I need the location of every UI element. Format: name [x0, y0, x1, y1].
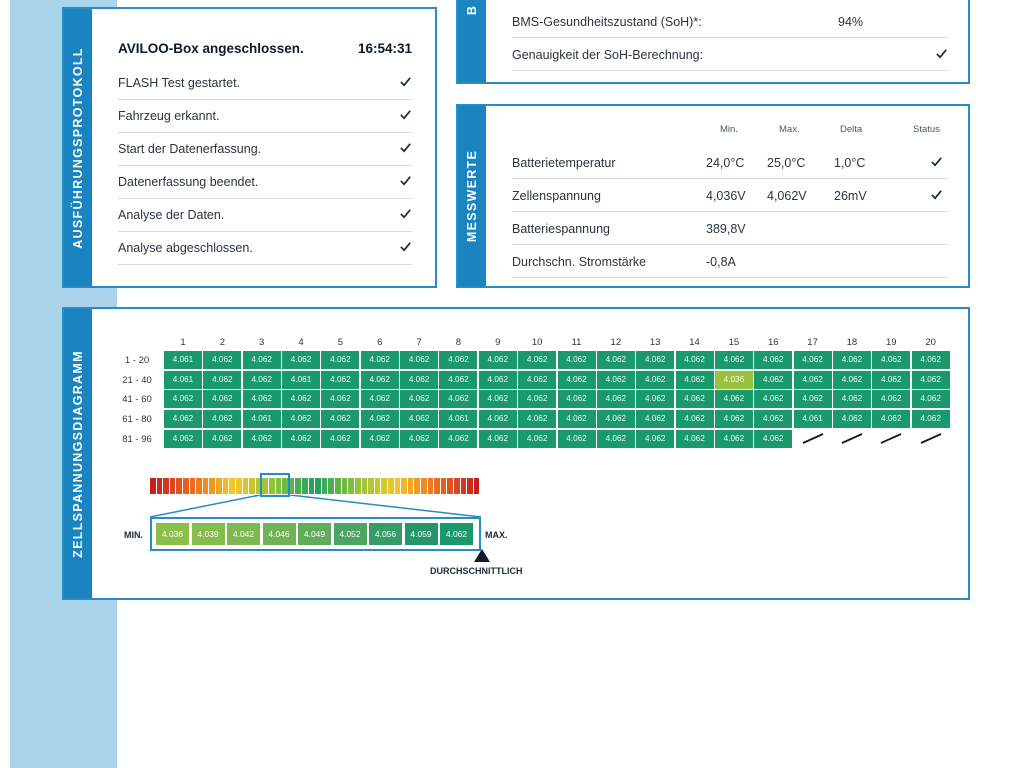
- column-header: 17: [807, 337, 818, 348]
- voltage-cell: 4.062: [282, 351, 320, 369]
- row-header: 41 - 60: [122, 394, 152, 406]
- voltage-cell: 4.062: [203, 410, 241, 428]
- voltage-cell: 4.062: [164, 390, 202, 408]
- voltage-cell: 4.062: [321, 410, 359, 428]
- scale-average-label: DURCHSCHNITTLICH: [430, 566, 523, 576]
- voltage-cell: 4.062: [676, 410, 714, 428]
- voltage-cell: 4.062: [754, 351, 792, 369]
- voltage-cell: 4.062: [872, 390, 910, 408]
- voltage-cell: 4.062: [558, 351, 596, 369]
- voltage-cell: 4.062: [872, 351, 910, 369]
- protokoll-row: [118, 199, 412, 232]
- protokoll-row: [118, 232, 412, 265]
- voltage-cell: 4.062: [282, 390, 320, 408]
- soh-panel-tab: [458, 0, 486, 82]
- row-header: 81 - 96: [122, 433, 152, 445]
- voltage-cell: 4.062: [715, 351, 753, 369]
- voltage-cell: 4.062: [400, 351, 438, 369]
- soh-label: BMS-Gesundheitszustand (SoH)*:: [512, 15, 702, 29]
- voltage-cell: 4.062: [282, 410, 320, 428]
- voltage-cell: 4.062: [794, 371, 832, 389]
- scale-value: 4.049: [298, 523, 331, 545]
- scale-max-label: MAX.: [485, 530, 508, 540]
- voltage-cell: 4.062: [597, 351, 635, 369]
- check-icon: [399, 207, 412, 223]
- protokoll-row: [118, 67, 412, 100]
- messwerte-row: [512, 146, 948, 179]
- voltage-cell: 4.062: [833, 410, 871, 428]
- voltage-cell: 4.062: [361, 430, 399, 448]
- messwerte-min: 24,0°C: [706, 156, 745, 170]
- voltage-cell: 4.062: [636, 390, 674, 408]
- voltage-cell: 4.062: [912, 410, 950, 428]
- protokoll-header-time: 16:54:31: [357, 41, 412, 56]
- voltage-cell: 4.062: [439, 430, 477, 448]
- protokoll-panel-title: AUSFÜHRUNGSPROTOKOLL: [71, 46, 85, 249]
- column-header: 12: [610, 337, 622, 348]
- voltage-cell: 4.061: [243, 410, 281, 428]
- soh-row-bms: [512, 7, 948, 38]
- voltage-cell: 4.036: [715, 371, 753, 389]
- voltage-cell: 4.062: [479, 371, 517, 389]
- protokoll-row: [118, 166, 412, 199]
- column-header: 7: [416, 337, 422, 348]
- voltage-cell: 4.062: [203, 371, 241, 389]
- soh-panel: [456, 0, 970, 84]
- voltage-cell: 4.062: [361, 351, 399, 369]
- messwerte-max: 4,062V: [767, 189, 807, 203]
- voltage-cell: 4.062: [833, 371, 871, 389]
- voltage-cell: 4.062: [400, 430, 438, 448]
- voltage-cell: 4.062: [400, 390, 438, 408]
- voltage-cell: 4.062: [203, 351, 241, 369]
- scale-value: 4.046: [263, 523, 296, 545]
- soh-panel-title: B: [465, 4, 479, 16]
- voltage-cell: 4.062: [715, 430, 753, 448]
- voltage-cell: 4.062: [636, 410, 674, 428]
- empty-cell: [794, 430, 832, 448]
- voltage-cell: 4.062: [479, 410, 517, 428]
- voltage-cell: 4.061: [282, 371, 320, 389]
- voltage-cell: 4.062: [912, 371, 950, 389]
- column-header: 6: [377, 337, 383, 348]
- voltage-cell: 4.062: [321, 430, 359, 448]
- messwerte-max: 25,0°C: [767, 156, 806, 170]
- empty-cell: [872, 430, 910, 448]
- voltage-cell: 4.062: [794, 390, 832, 408]
- messwerte-row: [512, 212, 948, 245]
- messwerte-label: Batterietemperatur: [512, 156, 616, 170]
- messwerte-column-headers: [458, 124, 968, 138]
- column-header: 20: [925, 337, 936, 348]
- messwerte-delta: 26mV: [834, 189, 867, 203]
- voltage-cell: 4.062: [518, 390, 556, 408]
- row-header: 1 - 20: [124, 355, 150, 366]
- messwerte-row: [512, 179, 948, 212]
- scale-value: 4.039: [192, 523, 225, 545]
- scale-value: 4.062: [440, 523, 473, 545]
- messwerte-min: -0,8A: [706, 255, 736, 269]
- scale-value: 4.036: [156, 523, 189, 545]
- voltage-cell: 4.062: [243, 351, 281, 369]
- voltage-cell: 4.062: [439, 371, 477, 389]
- voltage-cell: 4.062: [321, 371, 359, 389]
- voltage-cell: 4.062: [912, 351, 950, 369]
- voltage-cell: 4.062: [321, 390, 359, 408]
- protokoll-row-text: Datenerfassung beendet.: [118, 175, 259, 189]
- voltage-cell: 4.062: [676, 430, 714, 448]
- check-icon: [399, 75, 412, 91]
- zoom-connector: [150, 495, 482, 519]
- protokoll-panel-tab: [64, 9, 92, 286]
- column-header: 4: [298, 337, 304, 348]
- protokoll-list: [118, 67, 412, 265]
- voltage-cell: 4.062: [518, 351, 556, 369]
- voltage-cell: 4.062: [203, 430, 241, 448]
- header-min: Min.: [720, 124, 738, 135]
- check-icon: [930, 188, 943, 204]
- column-header: 19: [886, 337, 897, 348]
- column-header: 18: [846, 337, 858, 348]
- protokoll-header-text: AVILOO-Box angeschlossen.: [118, 41, 304, 56]
- check-icon: [399, 141, 412, 157]
- voltage-cell: 4.061: [164, 371, 202, 389]
- protokoll-row-text: Fahrzeug erkannt.: [118, 109, 220, 123]
- average-marker-icon: [474, 549, 490, 563]
- voltage-cell: 4.062: [558, 371, 596, 389]
- voltage-cell: 4.062: [754, 430, 792, 448]
- voltage-cell: 4.062: [361, 410, 399, 428]
- voltage-cell: 4.062: [833, 351, 871, 369]
- column-header: 5: [337, 337, 344, 348]
- voltage-cell: 4.062: [361, 371, 399, 389]
- protokoll-panel: [62, 7, 437, 288]
- scale-min-label: MIN.: [124, 530, 143, 540]
- voltage-cell: 4.062: [400, 371, 438, 389]
- voltage-cell: 4.062: [636, 351, 674, 369]
- soh-row-accuracy: [512, 40, 948, 71]
- empty-cell: [833, 430, 871, 448]
- voltage-cell: 4.062: [203, 390, 241, 408]
- voltage-cell: 4.062: [676, 371, 714, 389]
- voltage-cell: 4.062: [400, 410, 438, 428]
- voltage-cell: 4.062: [243, 430, 281, 448]
- messwerte-label: Zellenspannung: [512, 189, 601, 203]
- voltage-cell: 4.062: [715, 390, 753, 408]
- voltage-cell: 4.062: [912, 390, 950, 408]
- voltage-cell: 4.062: [439, 390, 477, 408]
- protokoll-row: [118, 133, 412, 166]
- voltage-cell: 4.062: [164, 410, 202, 428]
- row-header: 21 - 40: [122, 374, 152, 386]
- voltage-cell: 4.062: [872, 410, 910, 428]
- voltage-cell: 4.062: [754, 410, 792, 428]
- messwerte-delta: 1,0°C: [834, 156, 866, 170]
- voltage-cell: 4.062: [833, 390, 871, 408]
- voltage-cell: 4.062: [794, 351, 832, 369]
- voltage-cell: 4.062: [754, 390, 792, 408]
- check-icon: [399, 240, 412, 256]
- messwerte-label: Durchschn. Stromstärke: [512, 255, 647, 269]
- row-header: 61 - 80: [122, 414, 152, 426]
- voltage-cell: 4.062: [597, 390, 635, 408]
- scale-value: 4.056: [369, 523, 402, 545]
- header-status: Status: [913, 124, 940, 135]
- column-header: 10: [531, 337, 543, 348]
- voltage-cell: 4.062: [636, 371, 674, 389]
- voltage-cell: 4.062: [715, 410, 753, 428]
- protokoll-row-text: Start der Datenerfassung.: [118, 142, 262, 156]
- column-header: 13: [649, 337, 661, 348]
- voltage-cell: 4.061: [794, 410, 832, 428]
- voltage-cell: 4.062: [479, 351, 517, 369]
- voltage-cell: 4.062: [636, 430, 674, 448]
- voltage-cell: 4.062: [597, 410, 635, 428]
- scale-value: 4.052: [334, 523, 367, 545]
- column-header: 1: [180, 337, 186, 348]
- voltage-cell: 4.062: [676, 390, 714, 408]
- voltage-cell: 4.062: [518, 371, 556, 389]
- zellspannung-panel: [62, 307, 970, 600]
- voltage-cell: 4.062: [518, 410, 556, 428]
- empty-cell: [912, 430, 950, 448]
- voltage-cell: 4.062: [872, 371, 910, 389]
- voltage-cell: 4.062: [558, 430, 596, 448]
- zoomed-scale: [150, 517, 481, 551]
- column-header: 16: [767, 337, 779, 348]
- zellspannung-panel-tab: [64, 309, 92, 598]
- voltage-cell: 4.062: [439, 351, 477, 369]
- soh-value: 94%: [838, 15, 864, 29]
- column-header: 3: [259, 337, 265, 348]
- voltage-cell: 4.062: [558, 410, 596, 428]
- protokoll-row-text: Analyse abgeschlossen.: [118, 241, 253, 255]
- voltage-cell: 4.061: [439, 410, 477, 428]
- voltage-cell: 4.062: [479, 390, 517, 408]
- voltage-cell: 4.062: [282, 430, 320, 448]
- messwerte-row: [512, 245, 948, 278]
- scale-value: 4.042: [227, 523, 260, 545]
- column-header: 11: [571, 337, 582, 348]
- voltage-cell: 4.062: [164, 430, 202, 448]
- messwerte-panel-title: MESSWERTE: [465, 149, 479, 243]
- header-max: Max.: [779, 124, 800, 135]
- voltage-cell: 4.062: [321, 351, 359, 369]
- voltage-cell: 4.062: [479, 430, 517, 448]
- voltage-cell: 4.062: [243, 390, 281, 408]
- zellspannung-panel-title: ZELLSPANNUNGSDIAGRAMM: [71, 349, 85, 558]
- column-header: 2: [219, 337, 225, 348]
- voltage-color-scale: [150, 478, 481, 494]
- protokoll-row: [118, 100, 412, 133]
- voltage-cell: 4.062: [243, 371, 281, 389]
- header-delta: Delta: [840, 124, 863, 135]
- voltage-cell: 4.062: [597, 371, 635, 389]
- column-header: 9: [495, 337, 501, 348]
- check-icon: [930, 155, 943, 171]
- protokoll-row-text: FLASH Test gestartet.: [118, 76, 241, 90]
- voltage-cell: 4.062: [518, 430, 556, 448]
- messwerte-min: 389,8V: [706, 222, 746, 236]
- voltage-cell: 4.062: [597, 430, 635, 448]
- messwerte-min: 4,036V: [706, 189, 746, 203]
- voltage-cell: 4.061: [164, 351, 202, 369]
- check-icon: [399, 174, 412, 190]
- column-header: 8: [455, 337, 462, 348]
- voltage-cell: 4.062: [361, 390, 399, 408]
- scale-value: 4.059: [405, 523, 438, 545]
- soh-accuracy-label: Genauigkeit der SoH-Berechnung:: [512, 48, 704, 62]
- column-header: 14: [689, 337, 700, 348]
- protokoll-row-text: Analyse der Daten.: [118, 208, 225, 222]
- voltage-cell: 4.062: [754, 371, 792, 389]
- check-icon: [399, 108, 412, 124]
- voltage-cell: 4.062: [558, 390, 596, 408]
- scale-zoom-marker: [260, 473, 290, 497]
- messwerte-label: Batteriespannung: [512, 222, 610, 236]
- check-icon: [928, 47, 948, 63]
- column-header: 15: [728, 337, 740, 348]
- voltage-cell: 4.062: [676, 351, 714, 369]
- protokoll-header: [118, 41, 412, 56]
- messwerte-panel: [456, 104, 970, 288]
